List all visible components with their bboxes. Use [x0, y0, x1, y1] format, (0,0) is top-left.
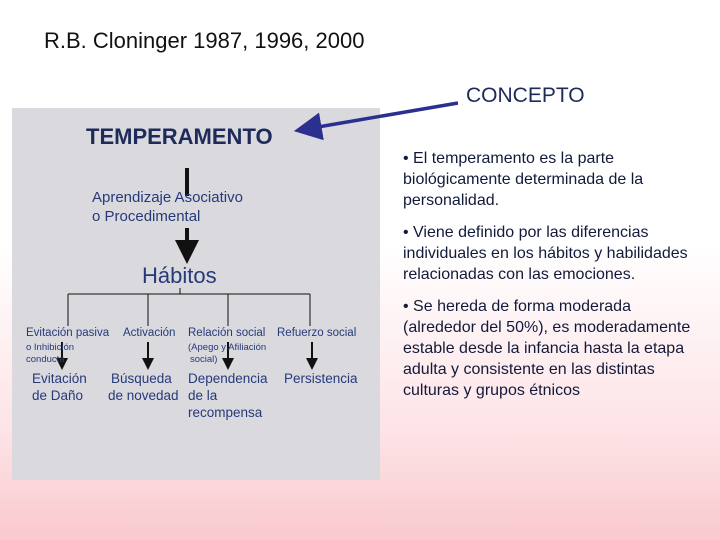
- concept-bullets: [403, 148, 703, 412]
- behavior-3: [188, 370, 268, 421]
- concept-label: CONCEPTO: [458, 82, 593, 112]
- behavior-2-line2: de novedad: [108, 388, 179, 403]
- bullet-2: • Viene definido por las diferencias individuales en los hábitos y habilidades relacionadas con las emociones.: [403, 224, 688, 283]
- bullet-3: • Se hereda de forma moderada (alrededor del 50%), es moderadamente estable desde la infancia hasta la etapa adulta y consistente en las distintas culturas y grupos étnicos: [403, 298, 691, 399]
- behavior-3-line3: recompensa: [188, 405, 263, 420]
- branch-label-3: Relación social: [188, 327, 266, 339]
- bullet-1: • El temperamento es la parte biológicamente determinada de la personalidad.: [403, 150, 644, 209]
- behavior-1-line2: de Daño: [32, 388, 84, 403]
- node-aprendizaje: [92, 188, 243, 226]
- branch-label-2: Activación: [123, 327, 176, 339]
- branch-label-4: Refuerzo social: [277, 327, 357, 339]
- behavior-2-line1: Búsqueda: [111, 371, 172, 386]
- branch-sub-3-line2: social): [190, 354, 218, 365]
- branch-sub-1-line1: o Inhibición: [26, 342, 75, 353]
- branch-sub-1-line2: conducta: [26, 354, 65, 365]
- branch-sub-1: [26, 342, 74, 366]
- behavior-3-line1: Dependencia: [188, 371, 268, 386]
- page-title: R.B. Cloninger 1987, 1996, 2000: [44, 28, 365, 53]
- aprendizaje-line2: o Procedimental: [92, 208, 201, 225]
- behavior-3-line2: de la: [188, 388, 218, 403]
- branch-sub-3: [188, 342, 266, 366]
- behavior-4: [284, 370, 358, 387]
- node-habitos: Hábitos: [142, 263, 217, 288]
- node-temperamento: TEMPERAMENTO: [86, 124, 273, 149]
- branch-sub-3-line1: (Apego y Afiliación: [188, 342, 267, 353]
- behavior-2: [108, 370, 179, 404]
- behavior-4-line1: Persistencia: [284, 371, 358, 386]
- branch-label-1: Evitación pasiva: [26, 327, 110, 339]
- behavior-1-line1: Evitación: [32, 371, 87, 386]
- aprendizaje-line1: Aprendizaje Asociativo: [92, 189, 243, 206]
- concept-arrow: [318, 103, 458, 127]
- behavior-1: [32, 370, 87, 404]
